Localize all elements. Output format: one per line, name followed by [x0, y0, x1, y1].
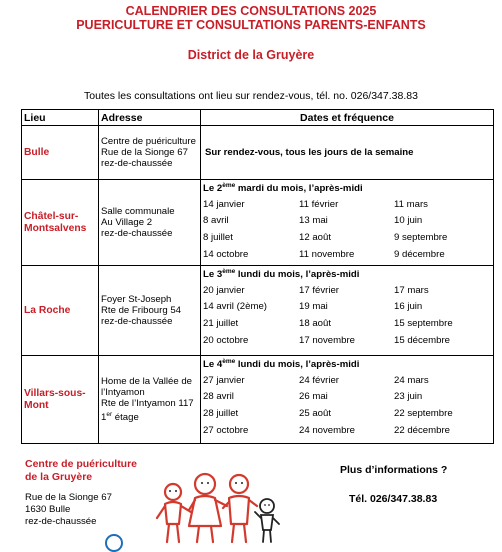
date: 22 décembre — [394, 424, 450, 436]
date: 11 février — [299, 198, 339, 210]
date: 25 août — [299, 407, 332, 419]
circle-icon — [105, 534, 123, 552]
floor-label: étage — [112, 412, 139, 424]
date: 13 mai — [299, 215, 328, 227]
lieu-line: Villars-sous- — [24, 387, 86, 399]
address-cell — [99, 180, 201, 266]
dates-cell — [201, 266, 494, 356]
lieu-line: Montsalvens — [24, 222, 87, 234]
date: 24 mars — [394, 374, 429, 386]
date-row — [201, 372, 493, 389]
freq-sup: ème — [222, 358, 236, 365]
date: 28 avril — [203, 391, 234, 403]
lieu-cell: Bulle — [22, 126, 99, 180]
children-illustration — [155, 462, 305, 544]
address-cell — [99, 126, 201, 180]
freq-post: lundi du mois, l’après-midi — [235, 269, 360, 280]
date: 14 janvier — [203, 198, 245, 210]
date: 19 mai — [299, 301, 328, 313]
date: 16 juin — [394, 301, 423, 313]
address-line: Rte de Fribourg 54 — [101, 305, 181, 316]
date: 18 août — [299, 317, 332, 329]
date: 17 novembre — [299, 334, 355, 346]
date: 20 janvier — [203, 284, 245, 296]
date-row — [201, 282, 493, 299]
date: 17 mars — [394, 284, 429, 296]
center-name — [25, 458, 137, 484]
col-header-adresse: Adresse — [99, 110, 201, 126]
lieu-cell — [22, 356, 99, 444]
frequency-heading — [201, 180, 493, 196]
center-name-line: Centre de puériculture — [25, 458, 138, 470]
address-line: Rte de l’Intyamon 117 — [101, 397, 194, 409]
date-row — [201, 422, 493, 439]
date: 11 mars — [394, 198, 428, 210]
dates-cell — [201, 180, 494, 266]
address-line — [101, 409, 198, 423]
date-row — [201, 196, 493, 213]
date: 10 juin — [394, 215, 423, 227]
date: 28 juillet — [203, 407, 239, 419]
dates-cell — [201, 356, 494, 444]
address-line: rez-de-chaussée — [25, 516, 97, 527]
address-line: rez-de-chaussée — [101, 316, 173, 327]
footer — [0, 458, 502, 544]
address-line: 1630 Bulle — [25, 504, 71, 515]
date: 12 août — [299, 231, 332, 243]
dates-cell — [201, 126, 494, 180]
date: 20 octobre — [203, 334, 249, 346]
freq-sup: ème — [222, 182, 236, 189]
consultation-table — [21, 109, 494, 444]
address-line: rez-de-chaussée — [101, 158, 173, 169]
date: 24 novembre — [299, 424, 355, 436]
address-line: Au Village 2 — [101, 217, 153, 228]
date: 27 janvier — [203, 374, 245, 386]
date: 23 juin — [394, 391, 423, 403]
table-row — [22, 126, 494, 180]
date: 8 avril — [203, 215, 229, 227]
date: 22 septembre — [394, 407, 453, 419]
date: 9 décembre — [394, 248, 445, 260]
address-line: Centre de puériculture — [101, 136, 196, 147]
table-row — [22, 266, 494, 356]
date: 11 novembre — [299, 248, 355, 260]
address-line: Home de la Vallée de — [101, 375, 193, 387]
title-line-1: CALENDRIER DES CONSULTATIONS 2025 — [125, 4, 377, 18]
frequency-note: Sur rendez-vous, tous les jours de la semaine — [205, 147, 414, 158]
freq-sup: ème — [222, 268, 236, 275]
title-line-2: PUERICULTURE ET CONSULTATIONS PARENTS-ENFANTS — [76, 18, 426, 32]
address-line: Foyer St-Joseph — [101, 294, 172, 305]
date: 9 septembre — [394, 231, 448, 243]
frequency-heading — [201, 356, 493, 372]
address-line: l’Intyamon — [101, 386, 145, 398]
frequency-heading — [201, 266, 493, 282]
more-info-label: Plus d’informations ? — [340, 464, 448, 476]
date-row — [201, 332, 493, 349]
col-header-dates: Dates et fréquence — [201, 110, 494, 126]
date: 21 juillet — [203, 317, 239, 329]
center-name-line: de la Gruyère — [25, 471, 93, 483]
freq-post: lundi du mois, l’après-midi — [235, 359, 360, 370]
intro-text: Toutes les consultations ont lieu sur rendez-vous, tél. no. 026/347.38.83 — [84, 90, 418, 102]
address-line: Rue de la Sionge 67 — [25, 492, 112, 503]
date: 17 février — [299, 284, 339, 296]
date-row — [201, 389, 493, 406]
lieu-line: Châtel-sur- — [24, 210, 79, 222]
freq-pre: Le 3 — [203, 269, 223, 280]
table-header-row — [22, 110, 494, 126]
date-row — [201, 246, 493, 263]
address-line: Salle communale — [101, 206, 175, 217]
center-address — [25, 492, 112, 528]
date: 27 octobre — [203, 424, 249, 436]
date-row — [201, 229, 493, 246]
freq-pre: Le 4 — [203, 359, 223, 370]
date-row — [201, 315, 493, 332]
date: 15 décembre — [394, 334, 450, 346]
contact-phone[interactable]: Tél. 026/347.38.83 — [349, 493, 438, 505]
freq-pre: Le 2 — [203, 183, 223, 194]
table-row — [22, 180, 494, 266]
freq-post: mardi du mois, l’après-midi — [235, 183, 363, 194]
date-row — [201, 299, 493, 316]
lieu-cell: La Roche — [22, 266, 99, 356]
address-cell — [99, 356, 201, 444]
date-row — [201, 405, 493, 422]
date: 14 avril (2ème) — [203, 301, 267, 313]
date: 15 septembre — [394, 317, 453, 329]
date: 24 février — [299, 374, 339, 386]
district-title: District de la Gruyère — [187, 48, 315, 62]
lieu-line: Mont — [24, 399, 49, 411]
address-line: rez-de-chaussée — [101, 228, 173, 239]
floor-number: 1 — [101, 412, 107, 424]
address-line: Rue de la Sionge 67 — [101, 147, 188, 158]
date: 14 octobre — [203, 248, 249, 260]
date: 26 mai — [299, 391, 328, 403]
col-header-lieu: Lieu — [22, 110, 99, 126]
date: 8 juillet — [203, 231, 233, 243]
lieu-cell — [22, 180, 99, 266]
address-cell — [99, 266, 201, 356]
table-row — [22, 356, 494, 444]
floor-sup: er — [106, 410, 113, 418]
date-row — [201, 213, 493, 230]
